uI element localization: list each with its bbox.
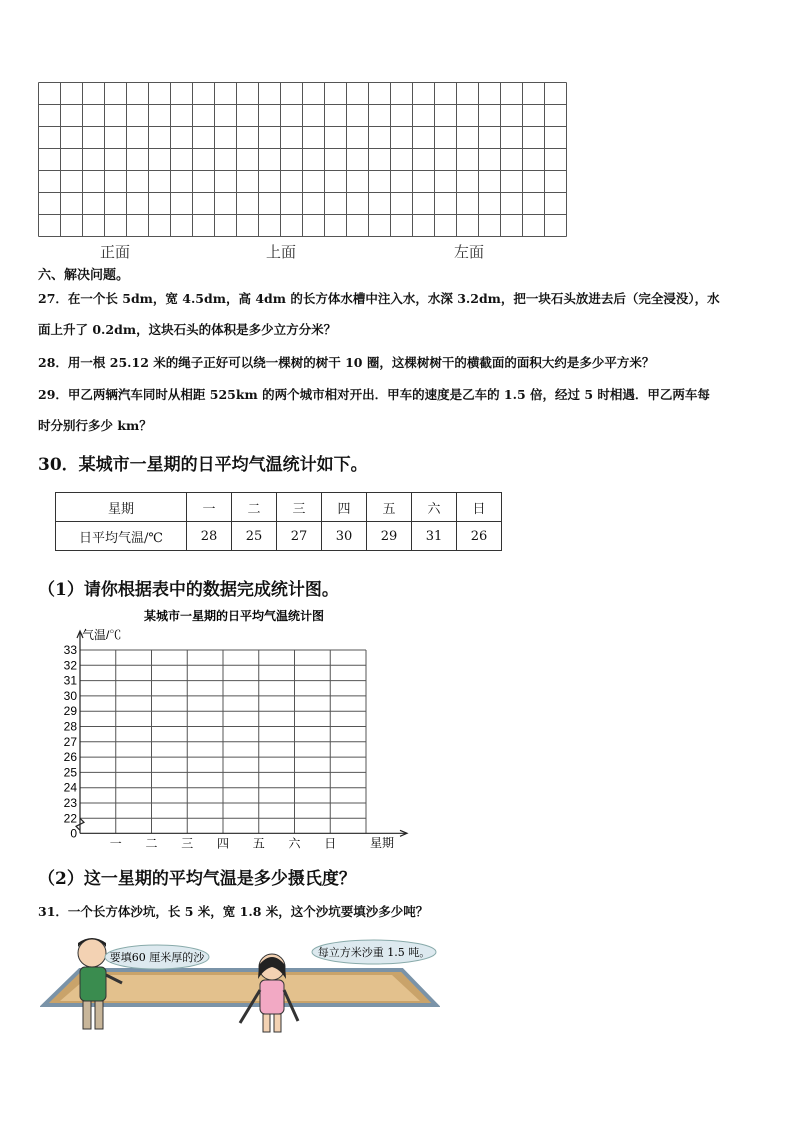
view-label-front: 正面 xyxy=(100,243,131,261)
chart-y-tick-label: 32 xyxy=(63,658,77,673)
temperature-table xyxy=(55,492,502,551)
chart-x-tick-label: 六 xyxy=(288,836,301,851)
question-30: 30．某城市一星期的日平均气温统计如下。 xyxy=(38,455,368,475)
table-cell-day: 二 xyxy=(232,493,277,522)
girl-speech: 每立方米沙重 1.5 吨。 xyxy=(317,946,431,959)
view-label-top: 上面 xyxy=(266,243,297,261)
chart-x-tick-label: 五 xyxy=(252,836,265,851)
chart-y-tick-label: 22 xyxy=(63,811,77,826)
question-30-part2: （2）这一星期的平均气温是多少摄氏度？ xyxy=(38,869,356,889)
chart-y-tick-label: 25 xyxy=(63,765,77,780)
table-header-day: 星期 xyxy=(56,493,187,522)
chart-y-tick-label: 29 xyxy=(63,704,77,719)
chart-xlabel: 星期 xyxy=(370,836,395,850)
boy-speech: 要填60 厘米厚的沙 xyxy=(109,951,205,964)
table-cell-temp: 28 xyxy=(187,522,232,551)
chart-y-tick-label: 28 xyxy=(63,719,77,734)
table-cell-day: 四 xyxy=(322,493,367,522)
chart-y-tick-label: 27 xyxy=(63,734,77,749)
chart-y-tick-label: 31 xyxy=(63,673,77,688)
question-29-line2: 时分别行多少 km？ xyxy=(38,418,152,433)
table-row xyxy=(56,493,502,522)
chart-y-tick-label: 26 xyxy=(63,750,77,765)
section-heading: 六、解决问题。 xyxy=(38,268,130,283)
table-cell-temp: 27 xyxy=(277,522,322,551)
table-row xyxy=(56,522,502,551)
chart-y-tick-label: 33 xyxy=(63,643,77,657)
chart-x-tick-label: 一 xyxy=(109,836,122,851)
table-cell-temp: 26 xyxy=(457,522,502,551)
question-28: 28．用一根 25.12 米的绳子正好可以绕一棵树的树干 10 圈，这棵树树干的横截面的面积大约是多少平方米？ xyxy=(38,355,655,370)
chart-y-tick-label: 23 xyxy=(63,796,77,810)
table-cell-day: 五 xyxy=(367,493,412,522)
chart-title: 某城市一星期的日平均气温统计图 xyxy=(143,609,325,623)
chart-y-tick-label: 0 xyxy=(70,826,77,841)
table-cell-temp: 31 xyxy=(412,522,457,551)
chart-y-tick-label: 30 xyxy=(63,688,77,703)
question-27-line2: 面上升了 0.2dm，这块石头的体积是多少立方分米？ xyxy=(38,322,337,337)
table-cell-temp: 25 xyxy=(232,522,277,551)
table-header-temp: 日平均气温/℃ xyxy=(56,522,187,551)
answer-grid xyxy=(38,82,570,240)
question-30-part1: （1）请你根据表中的数据完成统计图。 xyxy=(38,580,339,600)
table-cell-day: 六 xyxy=(412,493,457,522)
chart-x-tick-label: 二 xyxy=(145,836,158,851)
temperature-chart xyxy=(40,602,420,852)
chart-x-tick-label: 四 xyxy=(216,836,230,851)
question-31: 31．一个长方体沙坑，长 5 米，宽 1.8 米，这个沙坑要填沙多少吨？ xyxy=(38,904,429,919)
table-cell-day: 日 xyxy=(457,493,502,522)
question-27-line1: 27．在一个长 5dm，宽 4.5dm，高 4dm 的长方体水槽中注入水，水深 3.2dm，把一块石头放进去后（完全浸没），水 xyxy=(38,291,720,306)
chart-x-tick-label: 日 xyxy=(324,836,337,851)
sandpit-illustration xyxy=(40,935,440,1035)
table-cell-temp: 29 xyxy=(367,522,412,551)
chart-x-tick-label: 三 xyxy=(181,836,194,851)
table-cell-day: 三 xyxy=(277,493,322,522)
chart-y-tick-label: 24 xyxy=(63,780,77,795)
question-29-line1: 29．甲乙两辆汽车同时从相距 525km 的两个城市相对开出．甲车的速度是乙车的 1.5 倍，经过 5 时相遇．甲乙两车每 xyxy=(38,387,710,402)
chart-ylabel: 气温/℃ xyxy=(82,628,122,642)
table-cell-day: 一 xyxy=(187,493,232,522)
table-cell-temp: 30 xyxy=(322,522,367,551)
view-label-left: 左面 xyxy=(454,243,485,261)
